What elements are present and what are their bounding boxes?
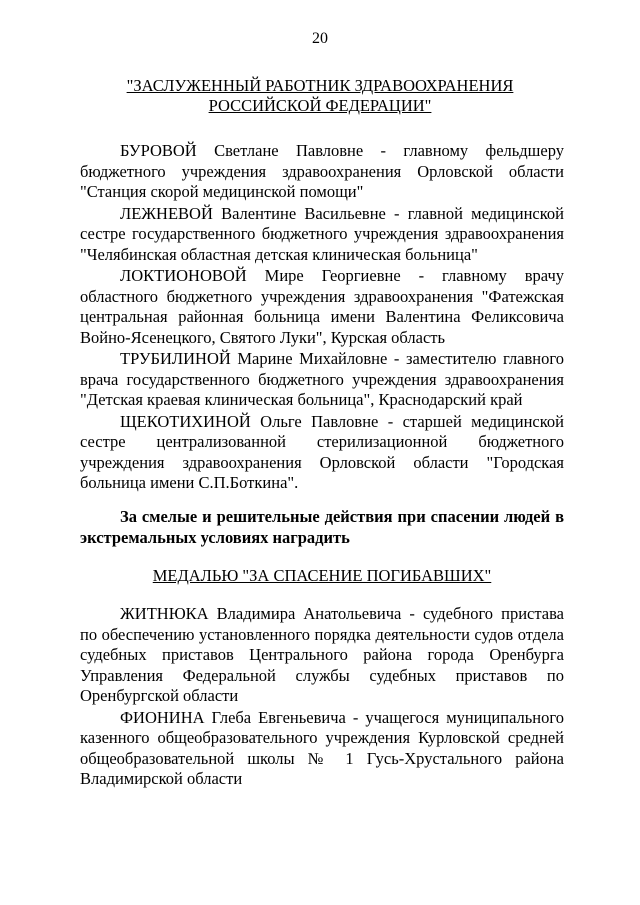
recipient-entry: ЩЕКОТИХИНОЙ Ольге Павловне - старшей медицинской сестре централизованной стерилизационной бюджетного учреждения здравоохранения Орловской области "Городская больница имени С.П.Боткина". xyxy=(80,411,564,492)
recipient-entry: ФИОНИНА Глеба Евгеньевича - учащегося муниципального казенного общеобразовательного учреждения Курловской средней общеобразовательной школы № 1 Гусь-Хрустального района Владимирской области xyxy=(80,707,564,788)
recipient-entry: ЖИТНЮКА Владимира Анатольевича - судебного пристава по обеспечению установленного порядка деятельности судов отдела судебных приставов Центрального района города Оренбурга Управления Федеральной службы судебных приставов по Оренбургской области xyxy=(80,604,564,705)
award-title-line-2: РОССИЙСКОЙ ФЕДЕРАЦИИ" xyxy=(208,96,432,115)
recipient-entry: ЛОКТИОНОВОЙ Мире Георгиевне - главному врачу областного бюджетного учреждения здравоохранения "Фатежская центральная районная больница имени Валентина Феликсовича Войно-Ясенецкого, Святого Луки", Курская область xyxy=(80,266,564,347)
decree-text: За смелые и решительные действия при спасении людей в экстремальных условиях наградить xyxy=(80,507,564,547)
medal-title: МЕДАЛЬЮ "ЗА СПАСЕНИЕ ПОГИБАВШИХ" xyxy=(152,566,492,585)
award-title xyxy=(80,76,560,116)
award-title-line-1: "ЗАСЛУЖЕННЫЙ РАБОТНИК ЗДРАВООХРАНЕНИЯ xyxy=(126,76,514,95)
recipient-entry: ТРУБИЛИНОЙ Марине Михайловне - заместителю главного врача государственного бюджетного учреждения здравоохранения "Детская краевая клиническая больница", Краснодарский край xyxy=(80,349,564,409)
page-number: 20 xyxy=(312,30,328,47)
medal-recipients-list xyxy=(80,604,564,791)
recipient-entry: ЛЕЖНЕВОЙ Валентине Васильевне - главной медицинской сестре государственного бюджетного учреждения здравоохранения "Челябинская областная детская клиническая больница" xyxy=(80,203,564,264)
recipient-entry: БУРОВОЙ Светлане Павловне - главному фельдшеру бюджетного учреждения здравоохранения Орловской области "Станция скорой медицинской помощи" xyxy=(80,141,564,201)
award-recipients-list xyxy=(80,141,564,495)
